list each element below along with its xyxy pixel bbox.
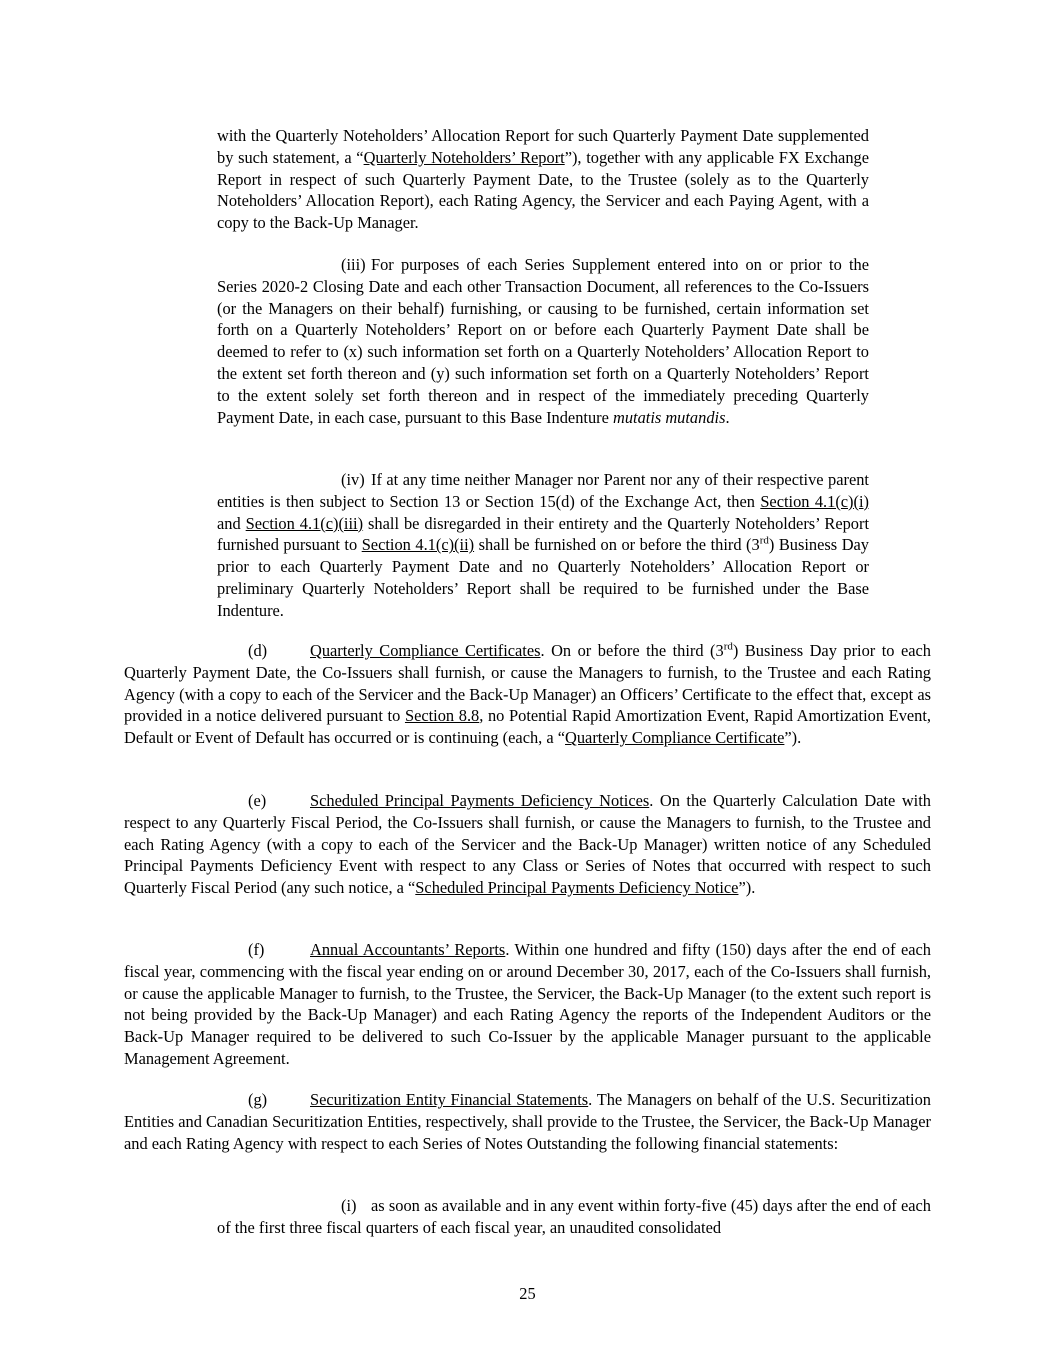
text: . On the Quarterly Calculation Date with respect to any Quarterly Fiscal Period, the Co-Issuers shall furnish, or cause the Managers to furnish, to the Trustee and each Rating Agency (with a copy to each of the Servicer and the Back-Up Manager) written notice of any Scheduled Principal Payments Deficiency Event with respect to any Class or Series of Notes that occurred with respect to such Quarterly Fiscal Period (any such notice, a “ bbox=[124, 791, 931, 898]
text: ) Business Day prior to each Quarterly Payment Date and no Quarterly Noteholders’ Allocation Report or preliminary Quarterly Noteholders’ Report shall be required to be furnished under the Base Indenture. bbox=[217, 535, 869, 620]
paragraph-iv bbox=[217, 469, 869, 622]
text: . Within one hundred and fifty (150) days after the end of each fiscal year, commencing with the fiscal year ending on or around December 30, 2017, each of the Co-Issuers shall furnish, or cause the applicable Manager to furnish, to the Trustee, the Servicer, the Back-Up Manager (to the extent such report is not being provided by the Back-Up Manager) and each Rating Agency the reports of the Independent Auditors or the Back-Up Manager required to be delivered to such Co-Issuer by the applicable Manager pursuant to the applicable Management Agreement. bbox=[124, 940, 931, 1068]
italic-term: mutatis mutandis bbox=[612, 407, 726, 427]
text: as soon as available and in any event within forty-five (45) days after the end of each of the first three fiscal quarters of each fiscal year, an unaudited consolidated bbox=[217, 1196, 931, 1237]
paragraph-continuation bbox=[217, 125, 869, 234]
superscript: rd bbox=[723, 640, 733, 653]
paragraph-g bbox=[124, 1089, 931, 1154]
text: shall be furnished on or before the third (3 bbox=[474, 535, 760, 555]
text: ”). bbox=[784, 728, 802, 748]
paragraph-label: (f) bbox=[248, 940, 265, 959]
text: If at any time neither Manager nor Parent nor any of their respective parent entities is then subject to Section 13 or Section 15(d) of the Exchange Act, then bbox=[217, 470, 869, 511]
section-heading: Quarterly Compliance Certificates bbox=[310, 641, 541, 660]
paragraph-label: (iii) bbox=[341, 255, 366, 274]
superscript: rd bbox=[759, 534, 769, 547]
section-heading: Scheduled Principal Payments Deficiency Notices bbox=[310, 791, 650, 810]
text: and bbox=[217, 513, 246, 533]
text: ”). bbox=[738, 878, 756, 898]
defined-term: Scheduled Principal Payments Deficiency Notice bbox=[415, 878, 739, 898]
paragraph-label: (e) bbox=[248, 791, 267, 810]
paragraph-e bbox=[124, 790, 931, 899]
text: ) Business Day prior to each Quarterly Payment Date, the Co-Issuers shall furnish, or cause the Managers to furnish, to the Trustee and each Rating Agency (with a copy to each of the Servicer and the Back-Up Manager) an Officers’ Certificate to the effect that, except as provided in a notice delivered pursuant to bbox=[124, 641, 931, 726]
text: . The Managers on behalf of the U.S. Securitization Entities and Canadian Securitization Entities, respectively, shall provide to the Trustee, the Servicer, the Back-Up Manager and each Rating Agency with respect to each Series of Notes Outstanding the following financial statements: bbox=[124, 1090, 932, 1153]
paragraph-iii bbox=[217, 254, 869, 428]
paragraph-label: (i) bbox=[341, 1196, 357, 1215]
paragraph-label: (g) bbox=[248, 1090, 268, 1109]
section-reference: Section 4.1(c)(ii) bbox=[361, 535, 475, 555]
text: with the Quarterly Noteholders’ Allocation Report for such Quarterly Payment Date supplemented by such statement, a “ bbox=[217, 126, 869, 167]
text: For purposes of each Series Supplement entered into on or prior to the Series 2020-2 Closing Date and each other Transaction Document, all references to the Co-Issuers (or the Managers on their behalf) furnishing, or causing to be furnished, certain information set forth on a Quarterly Noteholders’ Report on or before each Quarterly Payment Date shall be deemed to refer to (x) such information set forth on a Quarterly Noteholders’ Allocation Report to the extent set forth thereon and (y) such information set forth on a Quarterly Noteholders’ Report to the extent solely set forth thereon and in respect of the immediately preceding Quarterly Payment Date, in each case, pursuant to this Base Indenture bbox=[217, 255, 869, 427]
text: , no Potential Rapid Amortization Event, Rapid Amortization Event, Default or Event of Default has occurred or is continuing (each, a “ bbox=[124, 706, 932, 748]
section-reference: Section 4.1(c)(i) bbox=[760, 491, 869, 511]
section-reference: Section 8.8 bbox=[404, 706, 480, 726]
paragraph-label: (iv) bbox=[341, 470, 365, 489]
text: . bbox=[725, 407, 730, 427]
paragraph-f bbox=[124, 939, 931, 1070]
section-heading: Annual Accountants’ Reports bbox=[310, 940, 506, 959]
text: . On or before the third (3 bbox=[540, 641, 724, 660]
section-reference: Section 4.1(c)(iii) bbox=[245, 513, 364, 533]
text: ”), together with any applicable FX Exchange Report in respect of such Quarterly Payment Date, to the Trustee (solely as to the Quarterly Noteholders’ Allocation Report), each Rating Agency, the Servicer and each Paying Agent, with a copy to the Back-Up Manager. bbox=[217, 147, 869, 233]
section-heading: Securitization Entity Financial Statements bbox=[310, 1090, 589, 1109]
paragraph-d bbox=[124, 640, 931, 749]
defined-term: Quarterly Noteholders’ Report bbox=[363, 147, 565, 167]
text: shall be disregarded in their entirety and the Quarterly Noteholders’ Report furnished pursuant to bbox=[217, 513, 869, 555]
defined-term: Quarterly Compliance Certificate bbox=[565, 728, 785, 748]
paragraph-label: (d) bbox=[248, 641, 268, 660]
paragraph-i bbox=[217, 1195, 931, 1239]
page-number: 25 bbox=[519, 1284, 536, 1303]
